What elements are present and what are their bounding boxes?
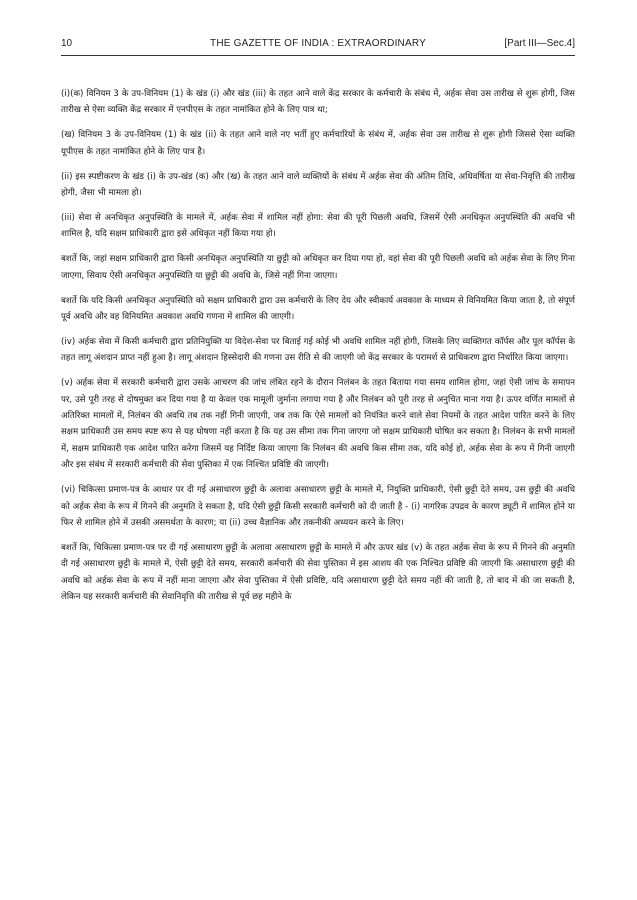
document-body xyxy=(61,86,575,614)
paragraph-iv: (iv) अर्हक सेवा में किसी कर्मचारी द्वारा प्रतिनियुक्ति या विदेश-सेवा पर बिताई गई कोई भी अवधि शामिल नहीं होगी, जिसके लिए व्यक्तिगत कॉर्पस और पूल कॉर्पस के तहत लागू अंशदान प्राप्त नहीं हुआ है। लागू अंशदान हिस्सेदारी की गणना उस रीति से की जाएगी जो केंद्र सरकार के परामर्श से प्राधिकरण द्वारा निर्धारित किया जाएगा। xyxy=(61,336,575,364)
paragraph-i-ka: (i)(क) विनियम 3 के उप-विनियम (1) के खंड (i) और खंड (iii) के तहत आने वाले केंद्र सरकार के कर्मचारी के संबंध में, अर्हक सेवा उस तारीख से शुरू होगी, जिस तारीख से ऐसा व्यक्ति केंद्र सरकार में एनपीएस के तहत नामांकित होने के लिए पात्र था; xyxy=(61,89,575,116)
paragraph-v: (v) अर्हक सेवा में सरकारी कर्मचारी द्वारा उसके आचरण की जांच लंबित रहने के दौरान निलंबन के तहत बिताया गया समय शामिल होगा, जहां ऐसी जांच के समापन पर, उसे पूरी तरह से दोषमुक्त कर दिया गया है या केवल एक मामूली जुर्माना लगाया गया है और निलंबन को पूरी तरह से अनुचित माना गया है। ऊपर वर्णित मामलों से अतिरिक्त मामलों में, निलंबन की अवधि तब तक नहीं गिनी जाएगी, जब तक कि ऐसे मामलों को नियंत्रित करने वाले सेवा नियमों के तहत आदेश पारित करने के लिए सक्षम प्राधिकारी उस समय स्पष्ट रूप से यह घोषणा नहीं करता है कि यह उस सीमा तक गिना जाएगा जो सक्षम प्राधिकारी घोषित कर सकता है। निलंबन के सभी मामलों में, सक्षम प्राधिकारी एक आदेश पारित करेगा जिसमें यह निर्दिष्ट किया जाएगा कि निलंबन की अवधि किस सीमा तक, यदि कोई हो, अर्हक सेवा के रूप में गिनी जाएगी और इस संबंध में सरकारी कर्मचारी की सेवा पुस्तिका में एक निश्चित प्रविष्टि की जाएगी। xyxy=(61,378,575,471)
proviso-paragraph: बशर्ते कि, चिकित्सा प्रमाण-पत्र पर दी गई असाधारण छुट्टी के अलावा असाधारण छुट्टी के मामले में और ऊपर खंड (v) के तहत अर्हक सेवा के रूप में गिनने की अनुमति दी गई असाधारण छुट्टी के मामले में, ऐसी छुट्टी देते समय, सरकारी कर्मचारी की सेवा पुस्तिका में इस आशय की एक निश्चित प्रविष्टि की जाएगी कि असाधारण छुट्टी की अवधि को अर्हक सेवा के रूप में नहीं माना जाएगा और सेवा पुस्तिका में ऐसी प्रविष्टि, यदि असाधारण छुट्टी देते समय नहीं की जाती है, तो बाद में की जा सकती है, लेकिन यह सरकारी कर्मचारी की सेवानिवृत्ति की तारीख से पूर्व छह महीने के xyxy=(61,542,575,603)
page-number: 10 xyxy=(61,38,73,49)
proviso-paragraph: बशर्ते कि यदि किसी अनधिकृत अनुपस्थिति को सक्षम प्राधिकारी द्वारा उस कर्मचारी के लिए देय और स्वीकार्य अवकाश के माध्यम से विनियमित किया जाता है, तो संपूर्ण पूर्व अवधि और वह विनियमित अवकाश अवधि गणना में शामिल की जाएगी। xyxy=(61,295,575,322)
paragraph-vi: (vi) चिकित्सा प्रमाण-पत्र के आधार पर दी गई असाधारण छुट्टी के अलावा असाधारण छुट्टी के मामले में, नियुक्ति प्राधिकारी, ऐसी छुट्टी देते समय, उस छुट्टी की अवधि को अर्हक सेवा के रूप में गिनने की अनुमति दे सकता है, यदि ऐसी छुट्टी किसी सरकारी कर्मचारी को दी जाती है - (i) नागरिक उपद्रव के कारण ड्यूटी में शामिल होने या फिर से शामिल होने में उसकी असमर्थता के कारण; या (ii) उच्च वैज्ञानिक और तकनीकी अध्ययन करने के लिए। xyxy=(61,485,575,528)
gazette-title: THE GAZETTE OF INDIA : EXTRAORDINARY xyxy=(210,38,426,49)
header-rule xyxy=(61,55,575,56)
proviso-paragraph: बशर्ते कि, जहां सक्षम प्राधिकारी द्वारा किसी अनधिकृत अनुपस्थिति या छुट्टी को अधिकृत कर दिया गया हो, वहां सेवा की पूरी पिछली अवधि को अर्हक सेवा के लिए गिना जाएगा, सिवाय ऐसी अनधिकृत अनुपस्थिति या छुट्टी की अवधि के, जिसे नहीं गिना जाएगा। xyxy=(61,254,575,281)
paragraph-ii: (ii) इस स्पष्टीकरण के खंड (i) के उप-खंड (क) और (ख) के तहत आने वाले व्यक्तियों के संबंध में अर्हक सेवा की अंतिम तिथि, अधिवर्षिता या सेवा-निवृत्ति की तारीख होगी, जैसा भी मामला हो। xyxy=(61,171,575,199)
page-header xyxy=(61,38,575,54)
paragraph-iii: (iii) सेवा से अनधिकृत अनुपस्थिति के मामले में, अर्हक सेवा में शामिल नहीं होगा: सेवा की पूरी पिछली अवधि, जिसमें ऐसी अनधिकृत अनुपस्थिति की अवधि भी शामिल है, यदि सक्षम प्राधिकारी द्वारा इसे अधिकृत नहीं किया गया हो। xyxy=(61,212,575,240)
part-section-label: [Part III—Sec.4] xyxy=(504,38,575,49)
paragraph-kha: (ख) विनियम 3 के उप-विनियम (1) के खंड (ii) के तहत आने वाले नए भर्ती हुए कर्मचारियों के संबंध में, अर्हक सेवा उस तारीख से शुरू होगी जिससे ऐसा व्यक्ति यूपीएस के तहत नामांकित होने के लिए पात्र है। xyxy=(61,130,575,157)
